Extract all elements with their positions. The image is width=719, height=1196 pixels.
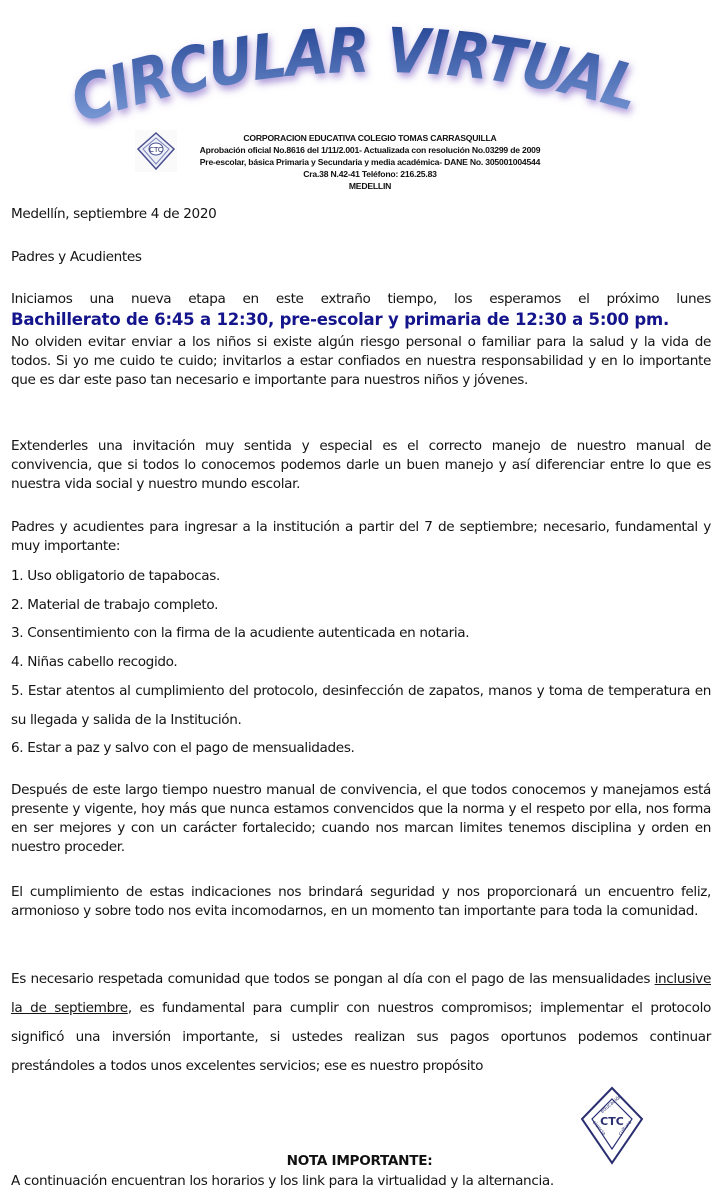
requirement-item: 3. Consentimiento con la firma de la acudiente autenticada en notaria. bbox=[11, 625, 470, 641]
svg-text:educación: educación bbox=[599, 1093, 624, 1115]
svg-text:cultura: cultura bbox=[617, 1119, 634, 1138]
payments-text-a: Es necesario respetada comunidad que todos se pongan al día con el pago de las mensualidades bbox=[11, 971, 655, 987]
letterhead-approval: Aprobación oficial No.8616 del 1/11/2.001- Actualizada con resolución No.03299 de 2009 bbox=[199, 145, 541, 155]
requirement-item: 4. Niñas cabello recogido. bbox=[11, 654, 178, 670]
title-text: CIRCULAR VIRTUAL bbox=[61, 15, 651, 130]
paragraph-conviviality: Después de este largo tiempo nuestro manual de convivencia, el que todos conocemos y manejamos está presente y vigente, hoy más que nunca estamos convencidos que la norma y el respeto por ella, nos forma en ser mejores y con un carácter fortalecido; cuando nos marcan limites tenemos disciplina y orden en nuestro proceder. bbox=[11, 782, 711, 855]
circular-virtual-title bbox=[60, 15, 660, 130]
paragraph-entry-requirements: Padres y acudientes para ingresar a la institución a partir del 7 de septiembre; necesario, fundamental y muy importante: bbox=[11, 519, 711, 554]
requirement-item: 5. Estar atentos al cumplimiento del protocolo, desinfección de zapatos, manos y toma de temperatura en su llegada y salida de la Institución. bbox=[11, 683, 711, 728]
requirement-item: 1. Uso obligatorio de tapabocas. bbox=[11, 568, 220, 584]
letterhead-address: Cra.38 N.42-41 Teléfono: 216.25.83 bbox=[303, 169, 437, 179]
svg-text:CIRCULAR VIRTUAL bbox=[61, 15, 651, 130]
svg-text:CTC: CTC bbox=[149, 146, 163, 154]
svg-text:CTC: CTC bbox=[600, 1115, 624, 1128]
letterhead-levels: Pre-escolar, básica Primaria y Secundaria y media académica- DANE No. 305001004544 bbox=[199, 157, 541, 167]
note-title: NOTA IMPORTANTE: bbox=[286, 1153, 433, 1169]
letter-date: Medellín, septiembre 4 de 2020 bbox=[11, 206, 217, 222]
svg-text:ciencia: ciencia bbox=[590, 1119, 607, 1138]
paragraph-payments bbox=[11, 965, 711, 1081]
requirement-item: 2. Material de trabajo completo. bbox=[11, 597, 219, 613]
paragraph-compliance: El cumplimiento de estas indicaciones nos brindará seguridad y nos proporcionará un encuentro feliz, armonioso y sobre todo nos evita incomodarnos, en un momento tan importante para toda la comunidad. bbox=[11, 884, 711, 919]
requirement-item: 6. Estar a paz y salvo con el pago de mensualidades. bbox=[11, 740, 355, 756]
payments-text-b: , es fundamental para cumplir con nuestros compromisos; implementar el protocolo significó una inversión importante, si ustedes realizan sus pagos oportunos podemos continuar prestándoles a todos unos excelentes servicios; ese es nuestro propósito bbox=[11, 1000, 711, 1074]
letterhead-institution: CORPORACION EDUCATIVA COLEGIO TOMAS CARRASQUILLA bbox=[243, 133, 497, 143]
note-text: A continuación encuentran los horarios y los link para la virtualidad y la alternancia. bbox=[11, 1173, 554, 1189]
letter-salutation: Padres y Acudientes bbox=[11, 249, 142, 265]
paragraph-manual: Extenderles una invitación muy sentida y especial es el correcto manejo de nuestro manual de convivencia, que si todos lo conocemos podemos darle un buen manejo y así diferenciar entre lo que es nuestra vida social y nuestro mundo escolar. bbox=[11, 438, 711, 492]
payments-underlined: inclusive la de septiembre bbox=[11, 971, 711, 1016]
paragraph-safety: No olviden evitar enviar a los niños si existe algún riesgo personal o familiar para la salud y la vida de todos. Si yo me cuido te cuido; invitarlos a estar confiados en nuestra responsabilidad y en lo importante que es dar este paso tan necesario e importante para nuestros niños y jóvenes. bbox=[11, 334, 711, 388]
schedule-highlight: Bachillerato de 6:45 a 12:30, pre-escolar y primaria de 12:30 a 5:00 pm. bbox=[11, 310, 670, 329]
letterhead-city: MEDELLIN bbox=[348, 181, 392, 191]
paragraph-intro: Iniciamos una nueva etapa en este extraño tiempo, los esperamos el próximo lunes bbox=[11, 291, 711, 307]
